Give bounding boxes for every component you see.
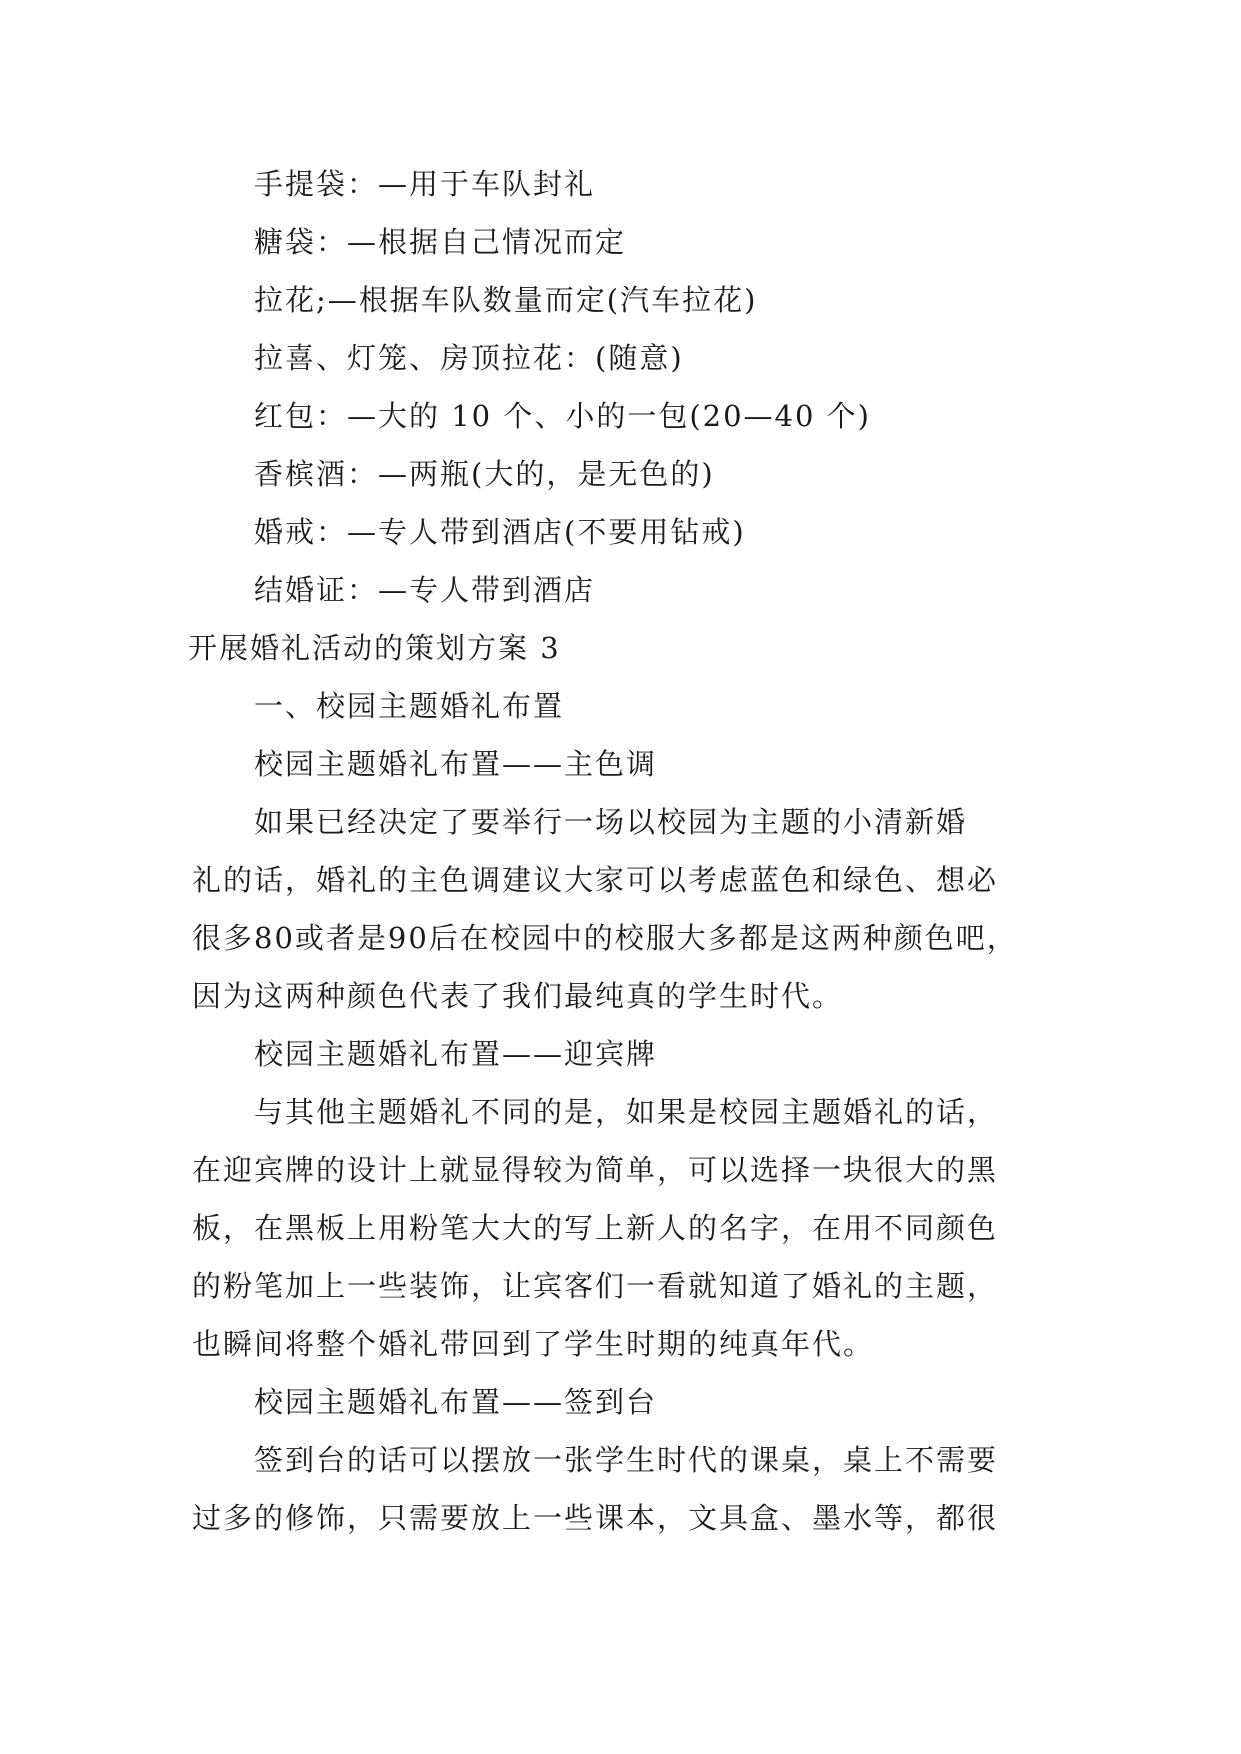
- paragraph-line: 也瞬间将整个婚礼带回到了学生时期的纯真年代。: [192, 1327, 875, 1361]
- topic-heading-welcome-sign: 校园主题婚礼布置——迎宾牌: [254, 1037, 658, 1071]
- topic-heading-signin-desk: 校园主题婚礼布置——签到台: [254, 1385, 658, 1419]
- paragraph-line: 板，在黑板上用粉笔大大的写上新人的名字，在用不同颜色: [192, 1211, 999, 1245]
- paragraph-line: 在迎宾牌的设计上就显得较为简单，可以选择一块很大的黑: [192, 1153, 999, 1187]
- list-item: 糖袋：—根据自己情况而定: [254, 225, 627, 259]
- paragraph-line: 过多的修饰，只需要放上一些课本，文具盒、墨水等，都很: [192, 1501, 999, 1535]
- list-item: 红包：—大的 10 个、小的一包(20—40 个): [254, 399, 871, 433]
- list-item: 结婚证：—专人带到酒店: [254, 573, 596, 607]
- paragraph-line: 的粉笔加上一些装饰，让宾客们一看就知道了婚礼的主题，: [192, 1269, 999, 1303]
- paragraph-line: 因为这两种颜色代表了我们最纯真的学生时代。: [192, 979, 844, 1013]
- list-item: 婚戒：—专人带到酒店(不要用钻戒): [254, 515, 746, 549]
- paragraph-line: 签到台的话可以摆放一张学生时代的课桌，桌上不需要: [254, 1443, 999, 1477]
- list-item: 拉花;—根据车队数量而定(汽车拉花): [254, 283, 758, 317]
- paragraph-line: 如果已经决定了要举行一场以校园为主题的小清新婚: [254, 805, 968, 839]
- list-item: 香槟酒：—两瓶(大的，是无色的): [254, 457, 715, 491]
- paragraph-line: 与其他主题婚礼不同的是，如果是校园主题婚礼的话，: [254, 1095, 999, 1129]
- paragraph-line: 礼的话，婚礼的主色调建议大家可以考虑蓝色和绿色、想必: [192, 863, 999, 897]
- topic-heading-main-color: 校园主题婚礼布置——主色调: [254, 747, 658, 781]
- subsection-title: 一、校园主题婚礼布置: [254, 689, 565, 723]
- paragraph-line: 很多80或者是90后在校园中的校服大多都是这两种颜色吧，: [192, 921, 1018, 955]
- section-title: 开展婚礼活动的策划方案 3: [188, 631, 561, 665]
- list-item: 手提袋：—用于车队封礼: [254, 167, 596, 201]
- list-item: 拉喜、灯笼、房顶拉花：(随意): [254, 341, 684, 375]
